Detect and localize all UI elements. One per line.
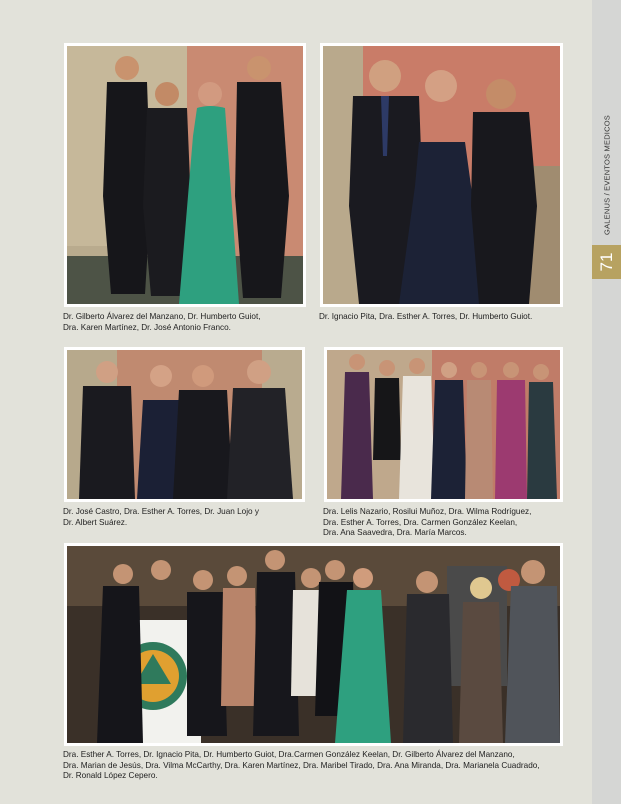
caption-line: Dr. Albert Suárez. <box>63 517 128 527</box>
caption-line: Dra. Karen Martínez, Dr. José Antonio Franco. <box>63 322 231 332</box>
section-label-text: GALENUS / EVENTOS MEDICOS <box>602 115 611 235</box>
caption-line: Dr. Gilberto Álvarez del Manzano, Dr. Humberto Guiot, <box>63 312 261 321</box>
photo-group-four <box>64 43 306 307</box>
photo-image <box>67 46 303 304</box>
caption-line: Dra. Esther A. Torres, Dr. Ignacio Pita, Dr. Humberto Guiot, Dra.Carmen González Keelan, Dr. Gilberto Álvarez del Manzano, <box>63 750 515 759</box>
section-sidebar <box>592 0 621 804</box>
photo-image <box>327 350 560 499</box>
caption-line: Dr. Ronald López Cepero. <box>63 771 158 781</box>
caption-line: Dra. Esther A. Torres, Dra. Carmen González Keelan, <box>323 517 518 527</box>
caption-photo-2 <box>319 312 532 323</box>
caption-photo-4 <box>323 507 531 539</box>
caption-line: Dra. Lelis Nazario, Rosilui Muñoz, Dra. Wilma Rodríguez, <box>323 507 532 516</box>
photo-group-seven-women <box>324 347 563 502</box>
photo-large-group <box>64 543 563 746</box>
caption-line: Dr. Ignacio Pita, Dra. Esther A. Torres, Dr. Humberto Guiot. <box>319 312 533 321</box>
photo-image <box>323 46 560 304</box>
caption-photo-3 <box>63 507 259 528</box>
caption-line: Dra. Ana Saavedra, Dra. María Marcos. <box>323 528 467 538</box>
photo-group-four-elders <box>64 347 305 502</box>
photo-group-three <box>320 43 563 307</box>
caption-photo-1 <box>63 312 261 333</box>
caption-line: Dra. Marian de Jesús, Dra. Vilma McCarthy, Dra. Karen Martínez, Dra. Maribel Tirado, Dra. Ana Miranda, Dra. Marianela Cuadrado, <box>63 760 540 770</box>
page-number: 71 <box>596 252 616 272</box>
photo-image <box>67 350 302 499</box>
photo-image <box>67 546 560 743</box>
caption-line: Dr. José Castro, Dra. Esther A. Torres, Dr. Juan Lojo y <box>63 507 259 516</box>
section-label <box>592 110 621 240</box>
page-number-tab <box>592 245 621 279</box>
caption-photo-5 <box>63 750 540 782</box>
